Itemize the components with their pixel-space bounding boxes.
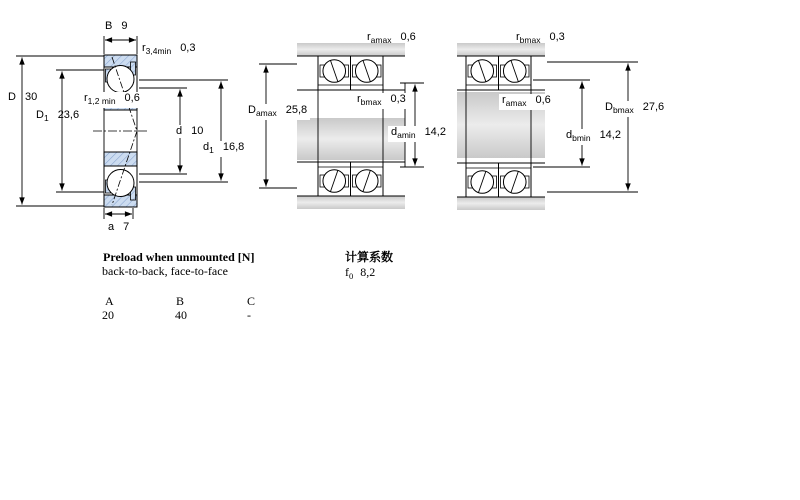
bearing-unit: [499, 56, 532, 90]
dim-label-r34min: $r_{3,4min}$ 0,3: [142, 42, 196, 56]
dim-label-dbmin: $d_{bmin}$ 14,2: [563, 129, 624, 145]
ball: [107, 170, 134, 197]
dim-label-rbmax-right: $r_{bmax}$ 0,3: [516, 31, 565, 45]
dim-label-damin: $d_{amin}$ 14,2: [388, 126, 449, 142]
dim-label-d1: $d_1$ 16,8: [200, 141, 247, 157]
dim-label-rbmax-middle: $r_{bmax}$ 0,3: [354, 93, 409, 109]
housing-band: [457, 197, 545, 210]
dim-label-D: D 30: [8, 91, 38, 103]
dim-label-B: B 9: [105, 20, 128, 32]
calculation-factor-f0: $f_0$ 8,2: [345, 265, 376, 281]
right-mounting-diagram: [457, 43, 638, 210]
dim-Damax: [259, 64, 297, 188]
bearing-unit: [318, 162, 351, 196]
preload-value-c: -: [247, 308, 251, 322]
dim-a: [104, 208, 133, 219]
dim-D: [16, 56, 104, 206]
dim-label-ramax-middle: $r_{amax}$ 0,6: [367, 31, 416, 45]
dim-label-Damax: $D_{amax}$ 25,8: [245, 104, 310, 120]
dim-label-r12min: $r_{1,2 min}$ 0,6: [81, 92, 143, 108]
preload-value-a: 20: [102, 308, 114, 322]
bearing-unit: [318, 56, 351, 90]
preload-col-header-b: B: [176, 294, 185, 308]
bearing-unit: [466, 56, 499, 90]
ball: [107, 66, 134, 93]
dim-label-Dbmax: $D_{bmax}$ 27,6: [602, 101, 667, 117]
bearing-bottom-section: [104, 152, 137, 207]
housing-band: [297, 196, 405, 209]
dim-label-D1: $D_1$ 23,6: [36, 109, 80, 123]
preload-col-header-c: C: [247, 294, 256, 308]
preload-subtitle: back-to-back, face-to-face: [102, 264, 228, 278]
dim-label-d: d 10: [173, 125, 206, 138]
bearing-unit: [351, 56, 384, 90]
dim-B: [104, 36, 137, 54]
preload-value-b: 40: [175, 308, 187, 322]
bearing-unit: [466, 163, 499, 197]
dim-label-ramax-right: $r_{amax}$ 0,6: [499, 94, 554, 110]
bearing-unit: [351, 162, 384, 196]
preload-col-header-a: A: [105, 294, 114, 308]
preload-title: Preload when unmounted [N]: [103, 250, 255, 264]
calculation-factors-title: 计算系数: [345, 250, 394, 264]
inner-ring-hatch: [104, 152, 137, 166]
dim-Dbmax: [547, 62, 638, 192]
bearing-unit: [499, 163, 532, 197]
dim-label-a: a 7: [108, 221, 130, 233]
